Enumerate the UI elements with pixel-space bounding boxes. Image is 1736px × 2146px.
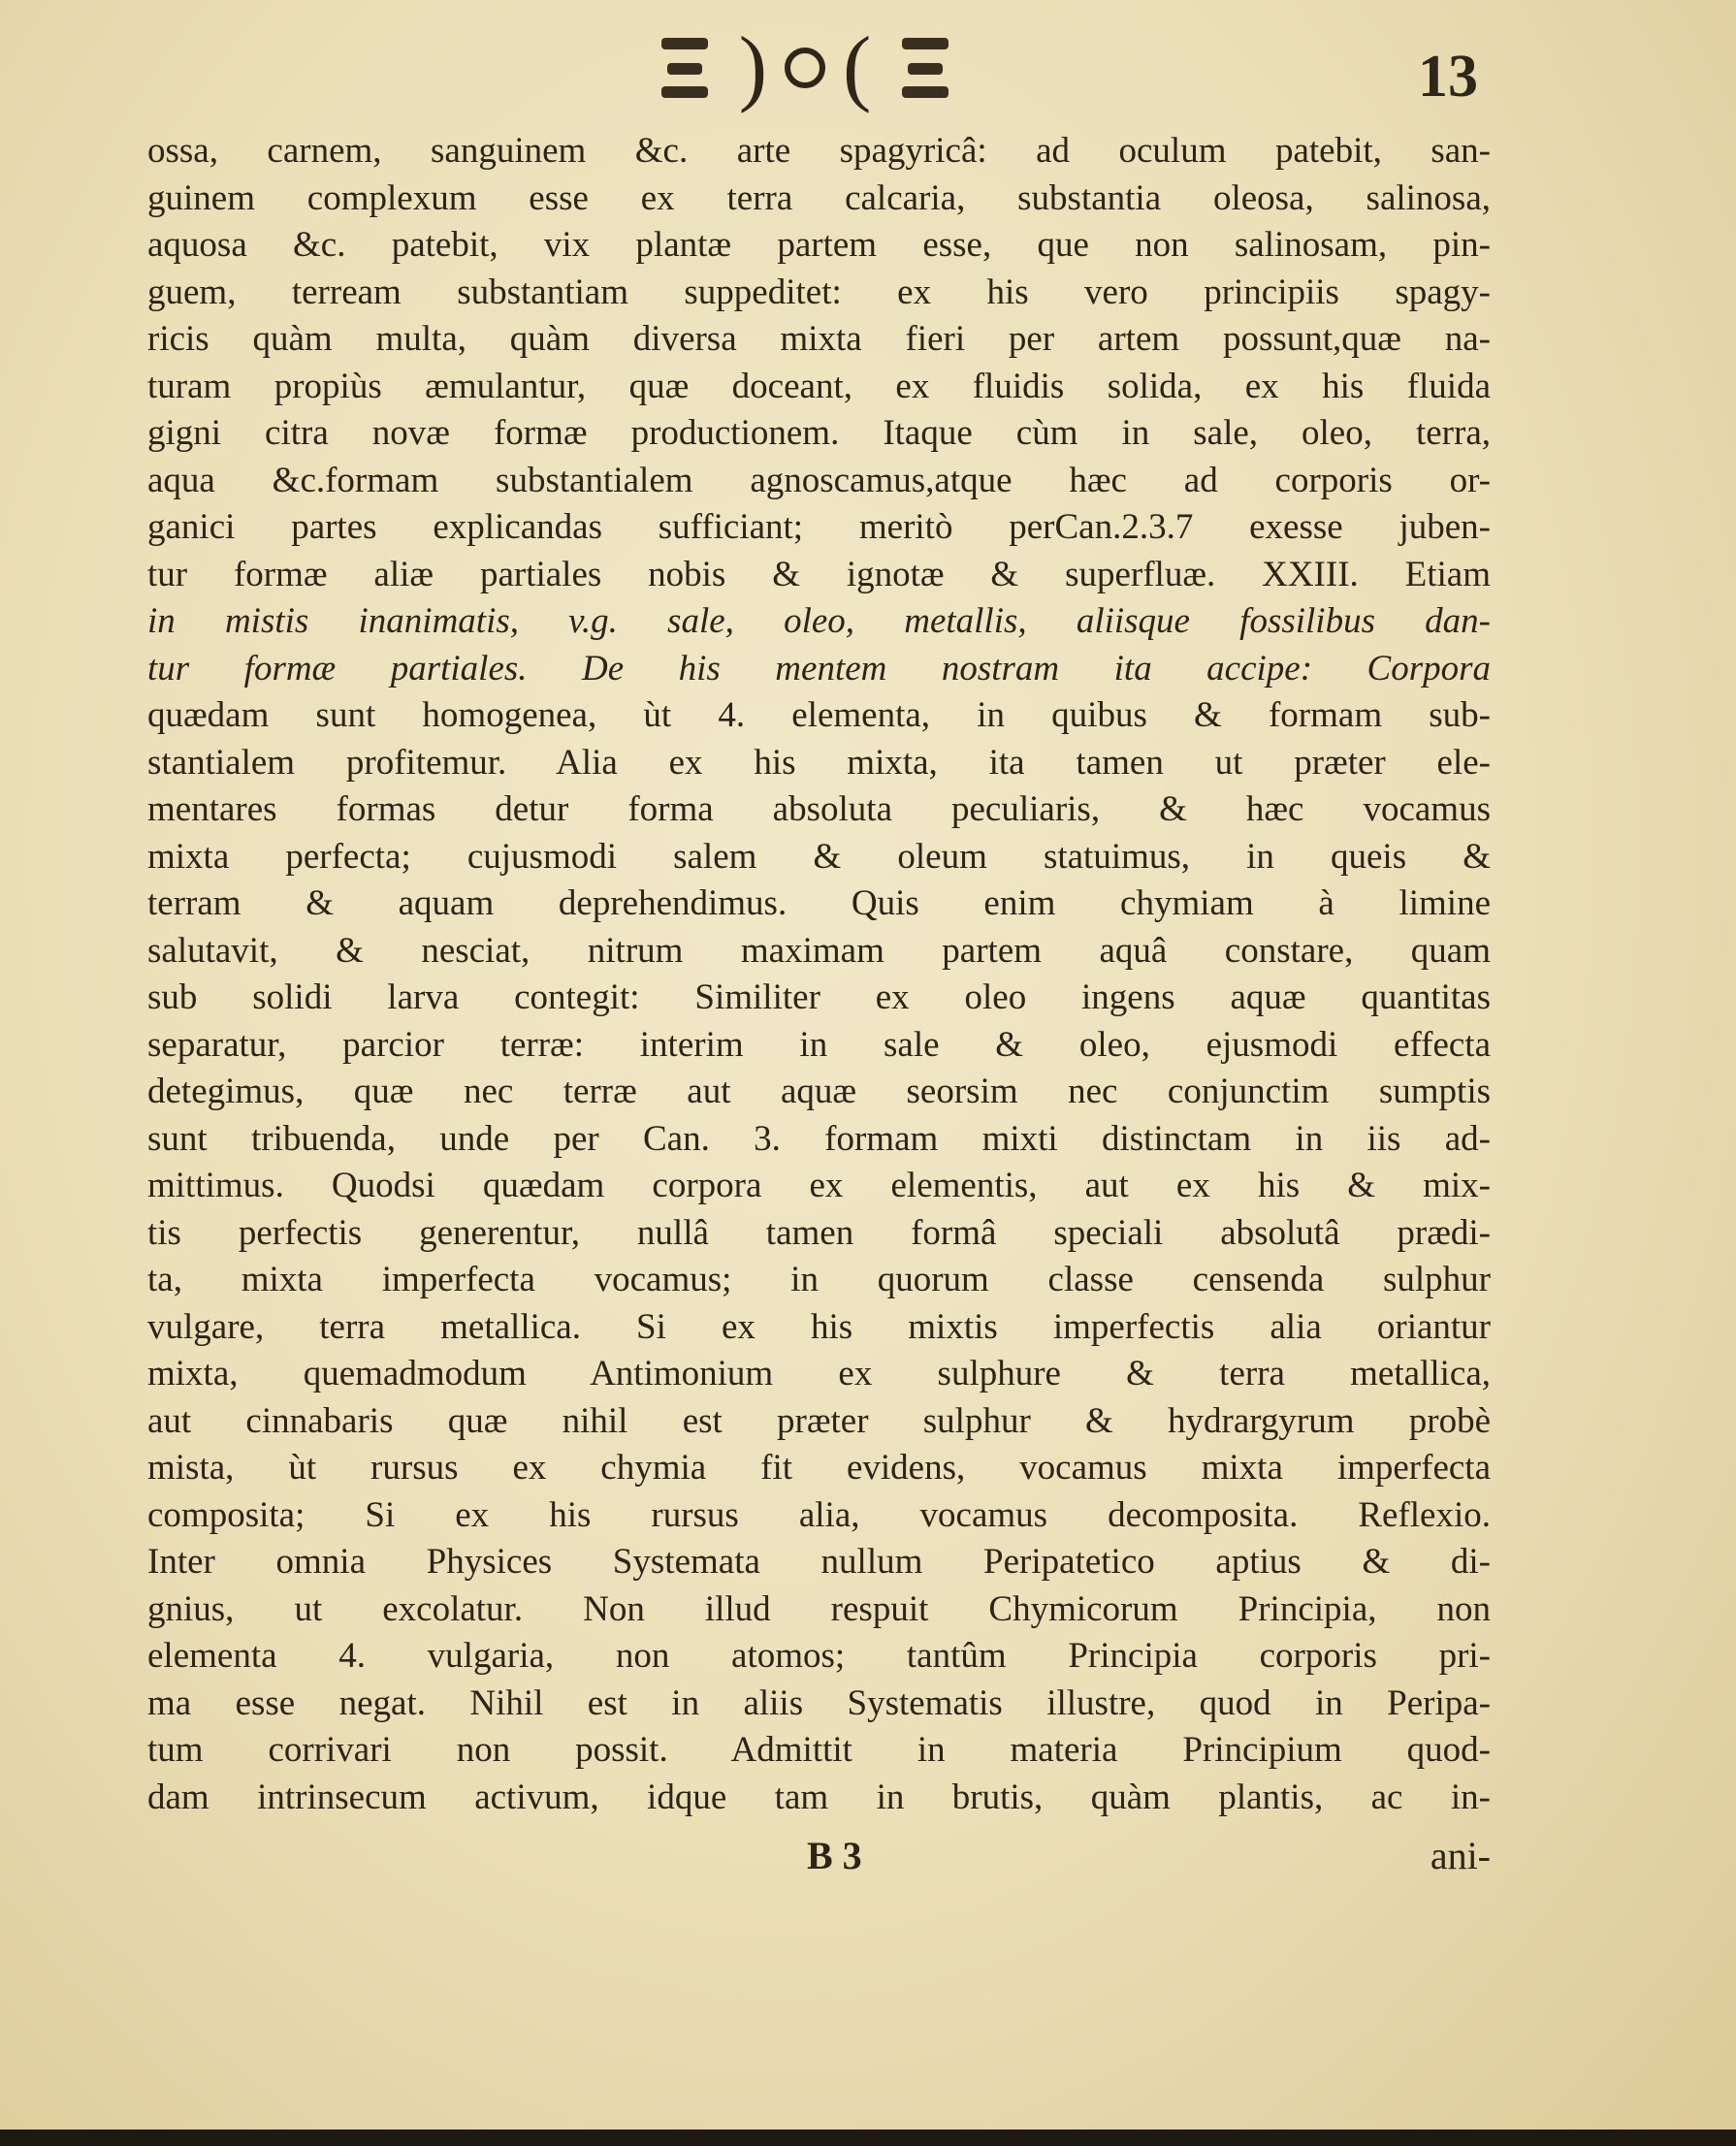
- text-line: mentares formas detur forma absoluta peculiaris, & hæc vocamus: [147, 789, 1491, 829]
- text-line: separatur, parcior terræ: interim in sale & oleo, ejusmodi effecta: [147, 1024, 1491, 1065]
- text-line: quædam sunt homogenea, ùt 4. elementa, in quibus & formam sub-: [147, 695, 1491, 735]
- text-line: gigni citra novæ formæ productionem. Itaque cùm in sale, oleo, terra,: [147, 413, 1491, 453]
- body-text: [147, 128, 1491, 1821]
- text-line: in mistis inanimatis, v.g. sale, oleo, metallis, aliisque fossilibus dan-: [147, 601, 1491, 641]
- text-line: vulgare, terra metallica. Si ex his mixtis imperfectis alia oriantur: [147, 1306, 1491, 1347]
- left-ornament-icon: [656, 30, 714, 106]
- text-line: mixta perfecta; cujusmodi salem & oleum statuimus, in queis &: [147, 836, 1491, 877]
- text-line: guinem complexum esse ex terra calcaria, substantia oleosa, salinosa,: [147, 177, 1491, 218]
- text-line: aut cinnabaris quæ nihil est præter sulphur & hydrargyrum probè: [147, 1400, 1491, 1441]
- text-line: tum corrivari non possit. Admittit in materia Principium quod-: [147, 1730, 1491, 1770]
- catchword: ani-: [1430, 1834, 1491, 1877]
- header-close-paren: (: [843, 20, 872, 114]
- header-circle-icon: [785, 48, 825, 88]
- text-line: ricis quàm multa, quàm diversa mixta fieri per artem possunt,quæ na-: [147, 319, 1491, 359]
- page-header: [582, 19, 1028, 116]
- text-line: composita; Si ex his rursus alia, vocamus decomposita. Reflexio.: [147, 1494, 1491, 1535]
- text-line: tur formæ partiales. De his mentem nostram ita accipe: Corpora: [147, 648, 1491, 689]
- text-line: mittimus. Quodsi quædam corpora ex elementis, aut ex his & mix-: [147, 1166, 1491, 1205]
- text-line: tur formæ aliæ partiales nobis & ignotæ & superfluæ. XXIII. Etiam: [147, 554, 1491, 594]
- text-line: sub solidi larva contegit: Similiter ex oleo ingens aquæ quantitas: [147, 977, 1491, 1017]
- text-line: aquosa &c. patebit, vix plantæ partem esse, que non salinosam, pin-: [147, 225, 1491, 265]
- page-footer: [147, 1827, 1491, 1885]
- text-line: dam intrinsecum activum, idque tam in brutis, quàm plantis, ac in-: [147, 1777, 1491, 1817]
- text-line: ganici partes explicandas sufficiant; meritò perCan.2.3.7 exesse juben-: [147, 507, 1491, 547]
- text-line: guem, terream substantiam suppeditet: ex his vero principiis spagy-: [147, 272, 1491, 312]
- text-line: ta, mixta imperfecta vocamus; in quorum classe censenda sulphur: [147, 1260, 1491, 1299]
- text-line: stantialem profitemur. Alia ex his mixta, ita tamen ut præter ele-: [147, 742, 1491, 783]
- text-line: turam propiùs æmulantur, quæ doceant, ex fluidis solida, ex his fluida: [147, 366, 1491, 406]
- text-line: mista, ùt rursus ex chymia fit evidens, vocamus mixta imperfecta: [147, 1448, 1491, 1488]
- page-number: 13: [1418, 44, 1478, 110]
- scan-edge: [0, 2130, 1736, 2146]
- signature-mark: B 3: [807, 1834, 862, 1877]
- header-open-paren: ): [738, 20, 767, 114]
- text-line: mixta, quemadmodum Antimonium ex sulphure & terra metallica,: [147, 1354, 1491, 1393]
- text-line: ossa, carnem, sanguinem &c. arte spagyricâ: ad oculum patebit, san-: [147, 131, 1491, 171]
- header-separator: [738, 20, 872, 114]
- text-line: tis perfectis generentur, nullâ tamen formâ speciali absolutâ prædi-: [147, 1212, 1491, 1253]
- text-line: sunt tribuenda, unde per Can. 3. formam mixti distinctam in iis ad-: [147, 1118, 1491, 1159]
- text-line: gnius, ut excolatur. Non illud respuit Chymicorum Principia, non: [147, 1588, 1491, 1629]
- right-ornament-icon: [896, 30, 954, 106]
- text-line: detegimus, quæ nec terræ aut aquæ seorsim nec conjunctim sumptis: [147, 1072, 1491, 1111]
- text-line: ma esse negat. Nihil est in aliis Systematis illustre, quod in Peripa-: [147, 1682, 1491, 1723]
- text-line: Inter omnia Physices Systemata nullum Peripatetico aptius & di-: [147, 1542, 1491, 1582]
- text-line: salutavit, & nesciat, nitrum maximam partem aquâ constare, quam: [147, 930, 1491, 971]
- text-line: aqua &c.formam substantialem agnoscamus,atque hæc ad corporis or-: [147, 460, 1491, 500]
- text-line: elementa 4. vulgaria, non atomos; tantûm Principia corporis pri-: [147, 1636, 1491, 1676]
- text-line: terram & aquam deprehendimus. Quis enim chymiam à limine: [147, 883, 1491, 923]
